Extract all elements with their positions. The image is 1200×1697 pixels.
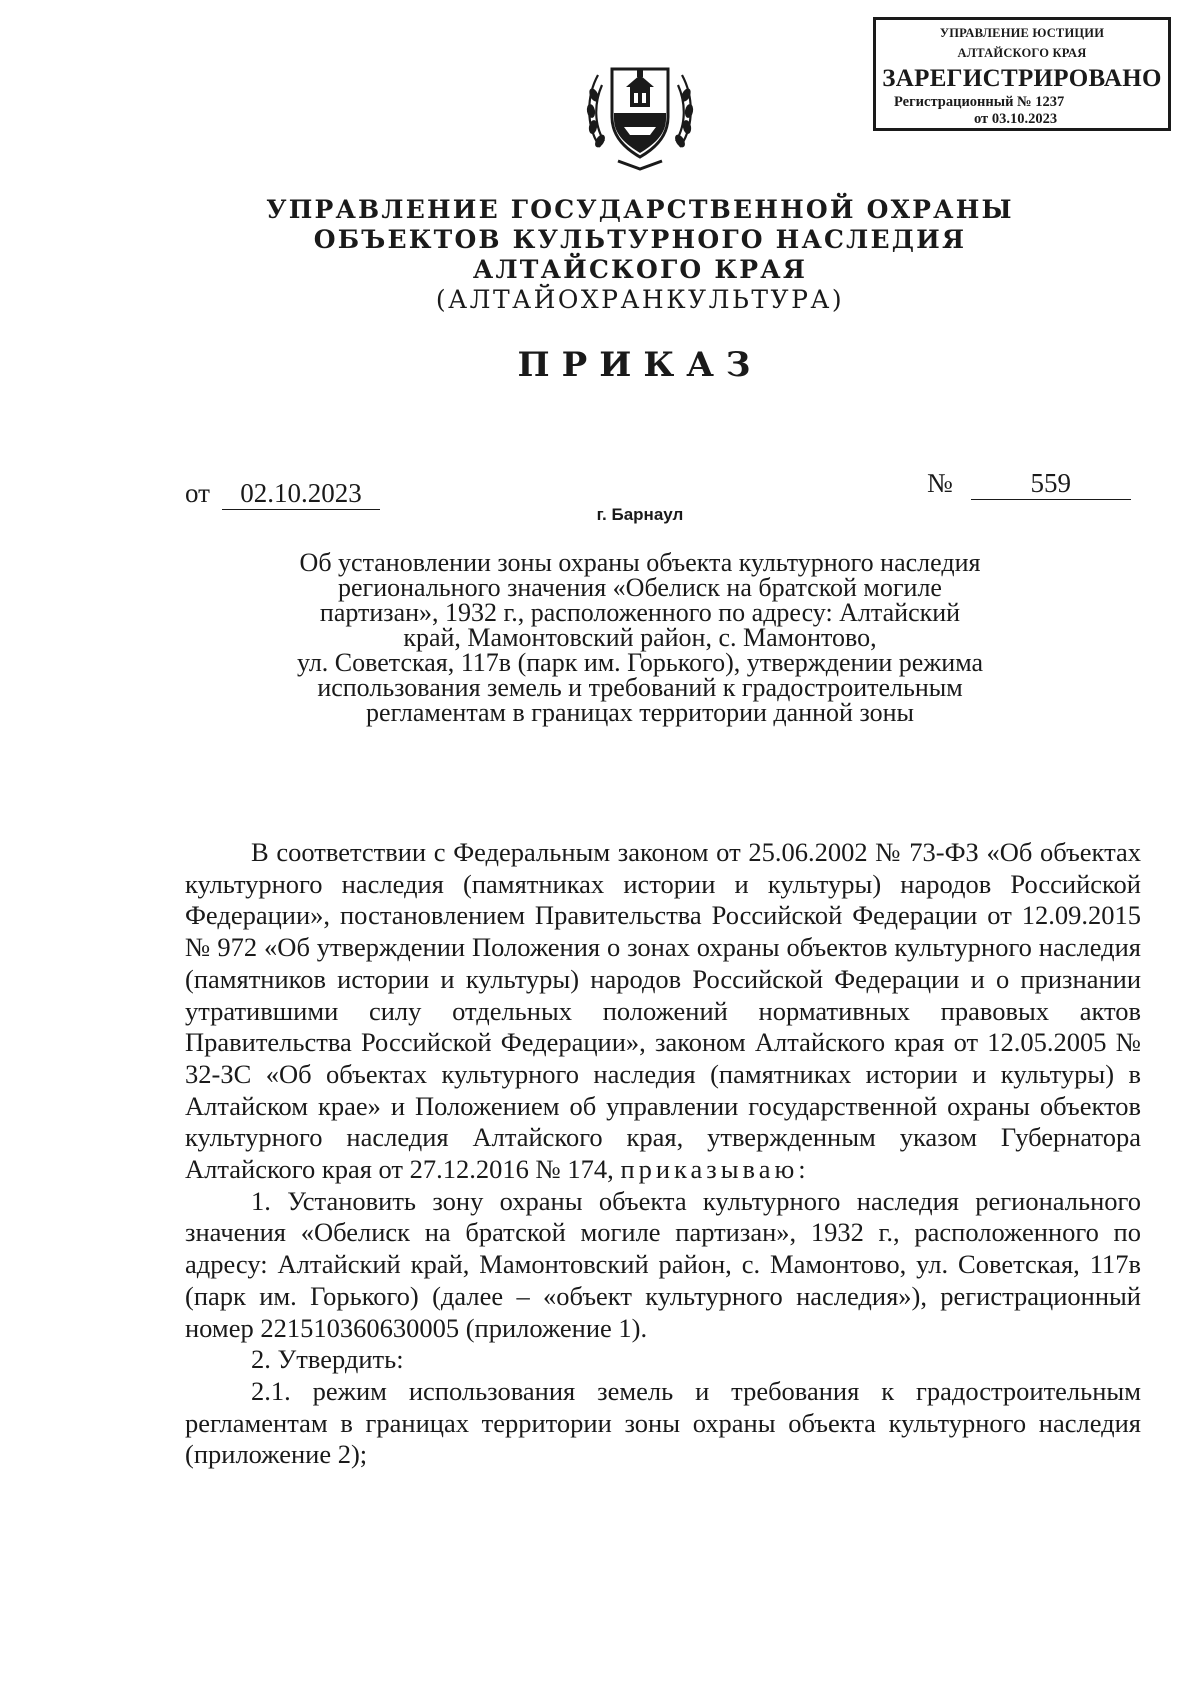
subject-line: край, Мамонтовский район, с. Мамонтово, [403, 623, 877, 652]
order-subject [240, 550, 1040, 725]
subject-line: ул. Советская, 117в (парк им. Горького), утверждении режима [296, 648, 984, 677]
order-date-label: от [185, 478, 210, 508]
item-1-paragraph: 1. Установить зону охраны объекта культурного наследия регионального значения «Обелиск на братской могиле партизан», 1932 г., расположенного по адресу: Алтайский край, Мамонтовский район, с. Мамонтово, ул. Советская, 117в (парк им. Горького) (далее – «объект культурного наследия»), регистрационный номер 221510360630005 (приложение 1). [185, 1185, 1141, 1343]
org-line-3: АЛТАЙСКОГО КРАЯ [472, 255, 808, 284]
stamp-reg-label: Регистрационный № [894, 94, 1032, 110]
city: г. Барнаул [596, 505, 684, 524]
stamp-registration-date [876, 111, 1168, 128]
order-body [185, 837, 1141, 1471]
registration-stamp [873, 17, 1171, 131]
order-number-value: 559 [971, 468, 1131, 500]
stamp-status: ЗАРЕГИСТРИРОВАНО [882, 65, 1162, 92]
document-type: ПРИКАЗ [517, 345, 763, 385]
organization-name [200, 195, 1080, 315]
stamp-registration-number [876, 94, 1168, 111]
order-date-value: 02.10.2023 [222, 478, 380, 510]
item-2-paragraph: 2. Утвердить: [251, 1344, 404, 1375]
org-line-1: УПРАВЛЕНИЕ ГОСУДАРСТВЕННОЙ ОХРАНЫ [266, 195, 1014, 224]
subject-line: партизан», 1932 г., расположенного по адресу: Алтайский [319, 598, 961, 627]
order-number-label: № [927, 468, 953, 498]
org-short-name: (АЛТАЙОХРАНКУЛЬТУРА) [435, 285, 845, 314]
org-line-2: ОБЪЕКТОВ КУЛЬТУРНОГО НАСЛЕДИЯ [313, 225, 967, 254]
preamble-paragraph [185, 837, 1141, 1186]
stamp-department: УПРАВЛЕНИЕ ЮСТИЦИИ [939, 26, 1105, 40]
order-word: приказываю: [620, 1154, 810, 1185]
preamble-text: В соответствии с Федеральным законом от 25.06.2002 № 73-ФЗ «Об объектах культурного наследия (памятниках истории и культуры) народов Российской Федерации», постановлением Правительства Российской Федерации от 12.09.2015 № 972 «Об утверждении Положения о зонах охраны объектов культурного наследия (памятников истории и культуры) народов Российской Федерации и о признании утратившими силу отдельных положений нормативных правовых актов Правительства Российской Федерации», законом Алтайского края от 12.05.2005 № 32-ЗС «Об объектах культурного наследия (памятниках истории и культуры) в Алтайском крае» и Положением об управлении государственной охраны объектов культурного наследия Алтайского края, утвержденным указом Губернатора Алтайского края от 27.12.2016 № 174, [185, 837, 1141, 1185]
subject-line: использования земель и требований к градостроительным [317, 673, 963, 702]
item-2-1-paragraph: 2.1. режим использования земель и требования к градостроительным регламентам в границах территории зоны охраны объекта культурного наследия (приложение 2); [185, 1375, 1141, 1470]
order-number [927, 468, 1131, 500]
subject-line: регионального значения «Обелиск на братской могиле [338, 573, 942, 602]
stamp-region: АЛТАЙСКОГО КРАЯ [957, 46, 1087, 60]
subject-line: Об установлении зоны охраны объекта культурного наследия [299, 548, 981, 577]
stamp-date-value: 03.10.2023 [991, 111, 1058, 127]
subject-line: регламентам в границах территории данной зоны [366, 698, 914, 727]
coat-of-arms-icon [580, 55, 700, 173]
stamp-date-label: от [974, 111, 989, 127]
stamp-reg-number: 1237 [1035, 94, 1065, 110]
